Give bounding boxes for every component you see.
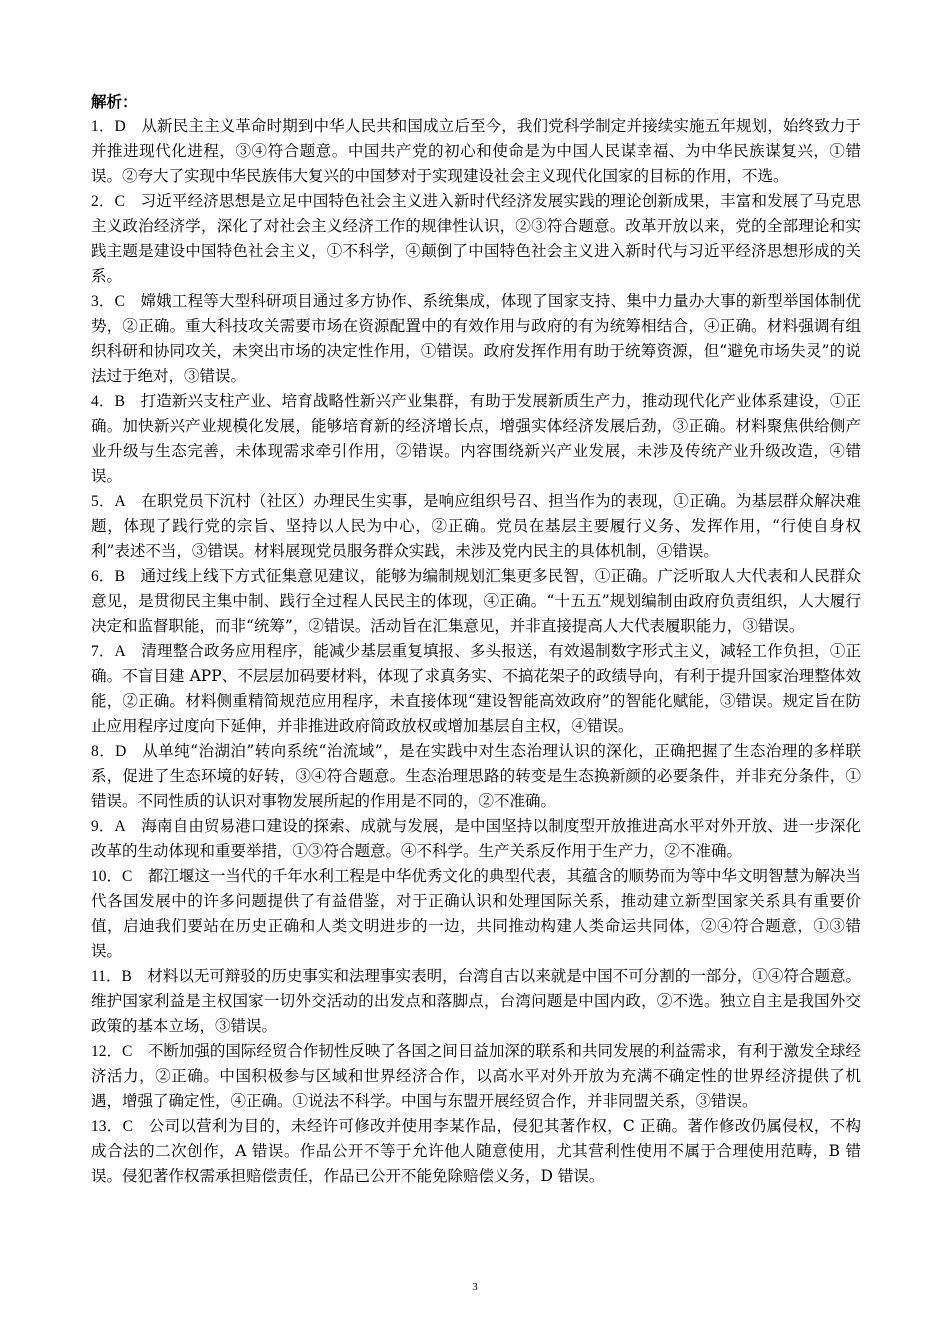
answer-explanation: 从新民主主义革命时期到中华人民共和国成立后至今，我们党科学制定并接续实施五年规划，始终致力于并推进现代化进程，③④符合题意。中国共产党的初心和使命是为中国人民谋幸福、为中华民族谋复兴，①错误。②夸大了实现中华民族伟大复兴的中国梦对于实现建设社会主义现代化国家的目标的作用，不选。 bbox=[91, 117, 861, 185]
answer-item bbox=[91, 1039, 861, 1114]
answer-explanation: 在职党员下沉村（社区）办理民生实事，是响应组织号召、担当作为的表现，①正确。为基层群众解决难题，体现了践行党的宗旨、坚持以人民为中心，②正确。党员在基层主要履行义务、发挥作用，“行使自身权利”表述不当，③错误。材料展现党员服务群众实践，未涉及党内民主的具体机制，④错误。 bbox=[91, 492, 861, 560]
answer-number: 4．B bbox=[91, 393, 125, 410]
answer-item bbox=[91, 864, 861, 964]
answer-number: 8．D bbox=[91, 743, 127, 760]
answer-item bbox=[91, 489, 861, 564]
answer-item bbox=[91, 739, 861, 814]
answer-number: 5．A bbox=[91, 493, 126, 510]
answer-explanation: 嫦娥工程等大型科研项目通过多方协作、系统集成，体现了国家支持、集中力量办大事的新型举国体制优势，②正确。重大科技攻关需要市场在资源配置中的有效作用与政府的有为统筹相结合，④正确。材料强调有组织科研和协同攻关，未突出市场的决定性作用，①错误。政府发挥作用有助于统筹资源，但“避免市场失灵”的说法过于绝对，③错误。 bbox=[91, 292, 861, 385]
answer-explanation: 都江堰这一当代的千年水利工程是中华优秀文化的典型代表，其蕴含的顺势而为等中华文明智慧为解决当代各国发展中的许多问题提供了有益借鉴，对于正确认识和处理国际关系，推动建立新型国家关系具有重要价值，启迪我们要站在历史正确和人类文明进步的一边，共同推动构建人类命运共同体，②④符合题意，①③错误。 bbox=[91, 867, 861, 960]
answer-item bbox=[91, 1114, 861, 1189]
page-number: 3 bbox=[472, 1281, 478, 1293]
answer-item bbox=[91, 964, 861, 1039]
answer-explanation: 材料以无可辩驳的历史事实和法理事实表明，台湾自古以来就是中国不可分割的一部分，①④符合题意。维护国家利益是主权国家一切外交活动的出发点和落脚点，台湾问题是中国内政，②不选。独立自主是我国外交政策的基本立场，③错误。 bbox=[91, 967, 861, 1035]
answer-number: 2．C bbox=[91, 193, 125, 210]
answer-number: 7．A bbox=[91, 643, 126, 660]
answer-item bbox=[91, 564, 861, 639]
answer-number: 1．D bbox=[91, 118, 126, 135]
answer-explanation: 公司以营利为目的，未经许可修改并使用李某作品，侵犯其著作权，C 正确。著作修改仍属侵权，不构成合法的二次创作，A 错误。作品公开不等于允许他人随意使用，尤其营利性使用不属于合理使用范畴，B 错误。侵犯著作权需承担赔偿责任，作品已公开不能免除赔偿义务，D 错误。 bbox=[91, 1117, 861, 1185]
answer-number: 3．C bbox=[91, 293, 125, 310]
answer-explanation: 清理整合政务应用程序，能减少基层重复填报、多头报送，有效遏制数字形式主义，减轻工作负担，①正确。不盲目建 APP、不层层加码要材料，体现了求真务实、不搞花架子的政绩导向，有利于提升国家治理整体效能，②正确。材料侧重精简规范应用程序，未直接体现“建设智能高效政府”的智能化赋能，③错误。规定旨在防止应用程序过度向下延伸，并非推进政府简政放权或增加基层自主权，④错误。 bbox=[91, 642, 861, 735]
answer-number: 11．B bbox=[91, 968, 132, 985]
answer-number: 13．C bbox=[91, 1118, 133, 1135]
answer-list bbox=[91, 114, 861, 1189]
answer-item bbox=[91, 814, 861, 864]
answer-item bbox=[91, 189, 861, 289]
answer-number: 12．C bbox=[91, 1043, 133, 1060]
section-heading: 解析： bbox=[91, 92, 138, 111]
answer-explanation: 从单纯“治湖泊”转向系统“治流域”，是在实践中对生态治理认识的深化，正确把握了生态治理的多样联系，促进了生态环境的好转，③④符合题意。生态治理思路的转变是生态换新颜的必要条件，并非充分条件，①错误。不同性质的认识对事物发展所起的作用是不同的，②不准确。 bbox=[91, 742, 861, 810]
answer-item bbox=[91, 639, 861, 739]
answer-explanation: 打造新兴支柱产业、培育战略性新兴产业集群，有助于发展新质生产力，推动现代化产业体系建设，①正确。加快新兴产业规模化发展，能够培育新的经济增长点，增强实体经济发展后劲，③正确。材料聚焦供给侧产业升级与生态完善，未体现需求牵引作用，②错误。内容围绕新兴产业发展，未涉及传统产业升级改造，④错误。 bbox=[91, 392, 861, 485]
answer-item bbox=[91, 289, 861, 389]
answer-explanation: 海南自由贸易港口建设的探索、成就与发展，是中国坚持以制度型开放推进高水平对外开放、进一步深化改革的生动体现和重要举措，①③符合题意。④不科学。生产关系反作用于生产力，②不准确。 bbox=[91, 817, 861, 860]
answer-explanation: 通过线上线下方式征集意见建议，能够为编制规划汇集更多民智，①正确。广泛听取人大代表和人民群众意见，是贯彻民主集中制、践行全过程人民民主的体现，④正确。“十五五”规划编制由政府负责组织，人大履行决定和监督职能，而非“统筹”，②错误。活动旨在汇集意见，并非直接提高人大代表履职能力，③错误。 bbox=[91, 567, 861, 635]
answer-item bbox=[91, 389, 861, 489]
answer-number: 10．C bbox=[91, 868, 133, 885]
answer-analysis-section bbox=[91, 89, 861, 1189]
answer-explanation: 习近平经济思想是立足中国特色社会主义进入新时代经济发展实践的理论创新成果，丰富和发展了马克思主义政治经济学，深化了对社会主义经济工作的规律性认识，②③符合题意。改革开放以来，党的全部理论和实践主题是建设中国特色社会主义，①不科学，④颠倒了中国特色社会主义进入新时代与习近平经济思想形成的关系。 bbox=[91, 192, 861, 285]
answer-item bbox=[91, 114, 861, 189]
answer-number: 9．A bbox=[91, 818, 126, 835]
answer-explanation: 不断加强的国际经贸合作韧性反映了各国之间日益加深的联系和共同发展的利益需求，有利于激发全球经济活力，②正确。中国积极参与区域和世界经济合作，以高水平对外开放为充满不确定性的世界经济提供了机遇，增强了确定性，④正确。①说法不科学。中国与东盟开展经贸合作，并非同盟关系，③错误。 bbox=[91, 1042, 861, 1110]
answer-number: 6．B bbox=[91, 568, 125, 585]
